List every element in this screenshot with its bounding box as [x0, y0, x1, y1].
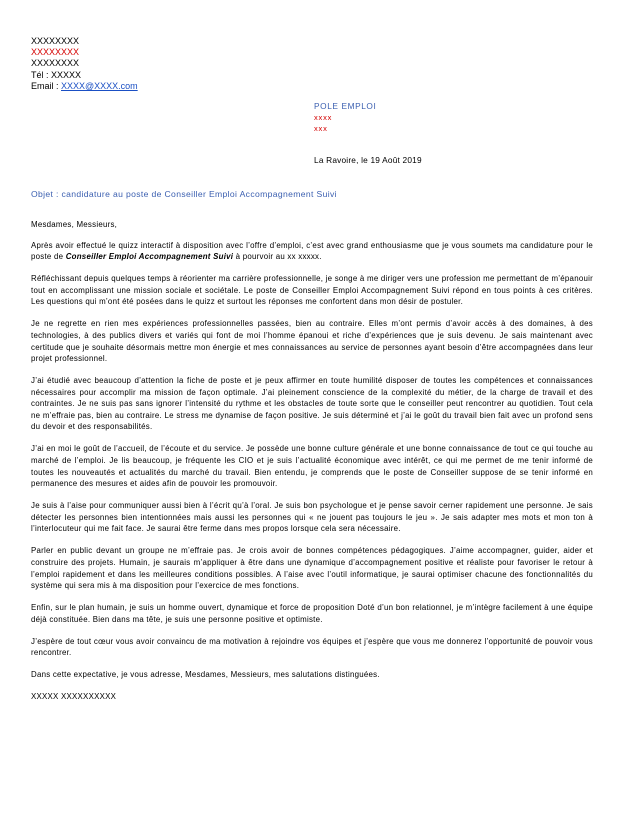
letter-date: La Ravoire, le 19 Août 2019: [314, 155, 422, 165]
paragraph: J’ai étudié avec beaucoup d’attention la fiche de poste et je peux affirmer en toute humilité disposer de toutes les compétences et connaissances nécessaires pour accomplir ma mission de façon optimale. J’ai pleinement conscience de la complexité du métier, de la charge de travail et des contraintes. Je ne suis pas sans ignorer l’intensité du rythme et les obstacles de toute sorte que le conseiller peut rencontrer au quotidien. Tout cela ne m’effraie pas, bien au contraire. Le stress me dynamise de façon positive. Je suis déterminé et j’ai le goût du travail bien fait avec un profond sens du devoir et des responsabilités.: [31, 376, 593, 432]
paragraph: J’ai en moi le goût de l’accueil, de l’écoute et du service. Je possède une bonne culture générale et une bonne connaissance de tout ce qui touche au marché de l’emploi. Je lis beaucoup, je fréquente les CIO et je suis l’actualité économique avec intérêt, ce qui me permet de me tenir informé de toutes les nouveautés et actualités du marché du travail. Bien entendu, je comprends que le poste de Conseiller suppose de se tenir informé en permanence des mesures et aides afin de pouvoir les promouvoir.: [31, 444, 593, 489]
paragraph: Réfléchissant depuis quelques temps à réorienter ma carrière professionnelle, je songe à me diriger vers une profession me permettant de m’épanouir tout en accomplissant une mission sociale et sociétale. Le poste de Conseiller Emploi Accompagnement Suivi répond en tous points à ces critères. Les questions qui m’ont été posées dans le quizz et surtout les réponses me confortent dans mon désir de postuler.: [31, 274, 593, 307]
paragraph: Je ne regrette en rien mes expériences professionnelles passées, bien au contraire. Elles m’ont permis d’avoir accès à des domaines, à des technologies, à des publics divers et variés qui font de moi l’homme épanoui et riche d’expériences que je suis devenu. Je sais maintenant avec certitude que je souhaite désormais mettre mon énergie et mes connaissances au service de personnes ayant besoin d’être accompagnées dans leur projet professionnel.: [31, 319, 593, 364]
closing: Dans cette expectative, je vous adresse, Mesdames, Messieurs, mes salutations distinguées.: [31, 670, 380, 680]
job-title: Conseiller Emploi Accompagnement Suivi: [65, 252, 234, 262]
paragraph: [31, 240, 593, 263]
recipient-block: [314, 101, 376, 134]
paragraph: Je suis à l’aise pour communiquer aussi bien à l’écrit qu’à l’oral. Je suis bon psychologue et je pense savoir cerner rapidement une personne. Je sais détecter les personnes bien intentionnées mais aussi les personnes qui « ne jouent pas toujours le jeu ». Je sais adapter mes mots et mon ton à l’interlocuteur qui me fait face. Je saurai être ferme dans mes propos lorsque cela sera nécessaire.: [31, 501, 593, 534]
paragraph: Enfin, sur le plan humain, je suis un homme ouvert, dynamique et force de proposition Doté d’un bon relationnel, je m’intègre facilement à une équipe déjà constituée. Bien dans ma tête, je suis une personne positive et optimiste.: [31, 603, 593, 624]
recipient-line: xxxx: [314, 113, 333, 122]
sender-line: XXXXXXXX: [31, 58, 80, 69]
salutation: Mesdames, Messieurs,: [31, 220, 118, 229]
sender-name: XXXXXXXX: [31, 36, 80, 46]
recipient-org: POLE EMPLOI: [314, 101, 377, 111]
sender-line-red: XXXXXXXX: [31, 47, 80, 58]
sender-phone: Tél : XXXXX: [31, 69, 82, 80]
paragraph: J’espère de tout cœur vous avoir convaincu de ma motivation à rejoindre vos équipes et j’espère que vous me donnerez l’opportunité de pouvoir vous rencontrer.: [31, 636, 593, 658]
signature: XXXXX XXXXXXXXXX: [31, 692, 117, 702]
letter-subject: Objet : candidature au poste de Conseiller Emploi Accompagnement Suivi: [31, 189, 337, 199]
email-link[interactable]: XXXX@XXXX.com: [61, 80, 138, 91]
email-label: Email :: [31, 80, 62, 91]
letter-body: [31, 219, 593, 713]
paragraph: Parler en public devant un groupe ne m’effraie pas. Je crois avoir de bonnes compétences pédagogiques. J’aime accompagner, guider, aider et construire des projets. Humain, je saurais m’appliquer à être dans une dynamique d’accompagnement positive et réaliste pour favoriser le retour à l’emploi rapidement et dans les meilleures conditions possibles. A l’aise avec l’outil informatique, je saurai optimiser chacune des fonctionnalités du système qui sera mis à ma disposition pour l’exercice de mes fonctions.: [31, 546, 593, 591]
sender-email: [31, 81, 138, 92]
paragraph-text: Après avoir effectué le quizz interactif à disposition avec l’offre d’emploi, c’est avec grand enthousiasme que je vous soumets ma candidature pour le poste de: [31, 240, 593, 262]
paragraph-text: à pourvoir au xx xxxxx.: [233, 252, 322, 262]
sender-block: [31, 36, 138, 92]
recipient-line: xxx: [314, 124, 328, 133]
